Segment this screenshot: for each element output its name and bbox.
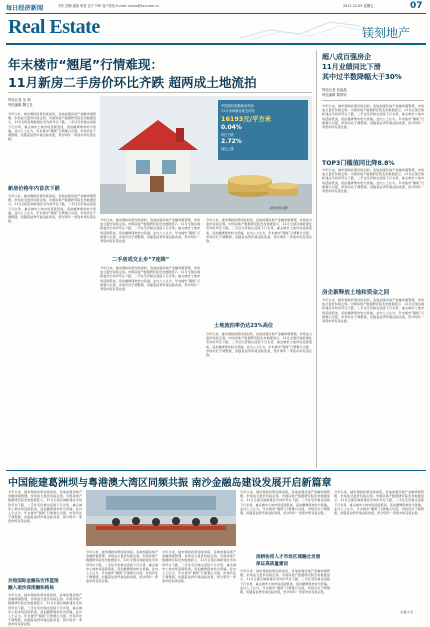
sidebar-rule	[322, 100, 424, 101]
lead-headline-1: 年末楼市“翘尾”行情难现：	[8, 57, 164, 72]
story2-sub-4: 保证高质量建设	[256, 562, 289, 567]
lead-sub-1: 新房价格年内首次下跌	[8, 186, 60, 192]
story2-headline: 中国能建葛洲坝与粤港澳大湾区同频共振 南沙金融岛建设发展开启新篇章	[8, 478, 332, 489]
lead-intro: 今年以来，楼市调控政策持续加码，各地加强房地产金融审慎管理，市场成交量价持续走弱。中国房地产数据研究院发布数据显示，11月全国百城新建住宅均价环比下跌，二手住宅价格也延续下行态势，重点城市土地市场延续低迷，流拍撤牌现象较为普遍。业内人士认为，年末楼市“翘尾”行情难以出现，市场仍处于调整期，但随着信贷环境边际改善，预计明年一季度市场有望企稳。	[8, 112, 96, 142]
conference-illustration	[86, 490, 236, 546]
lead-col-3: 今年以来，楼市调控政策持续加码，各地加强房地产金融审慎管理，市场成交量价持续走弱。中国房地产数据研究院发布数据显示，11月全国百城新建住宅均价环比下跌，二手住宅价格也延续下行态势，重点城市土地市场延续低迷，流拍撤牌现象较为普遍。业内人士认为，年末楼市“翘尾”行情难以出现，市场仍处于调整期，但随着信贷环境边际改善，预计明年一季度市场有望企稳。	[206, 218, 312, 244]
overlay-caption-2: 11月市场新房成交均价	[221, 109, 255, 113]
section-header	[0, 14, 430, 42]
story2-sub-1: 共绘国际金融岛宏伟蓝图	[8, 579, 59, 584]
story2-col-1b: 今年以来，楼市调控政策持续加码，各地加强房地产金融审慎管理，市场成交量价持续走弱。中国房地产数据研究院发布数据显示，11月全国百城新建住宅均价环比下跌，二手住宅价格也延续下行态势，重点城市土地市场延续低迷，流拍撤牌现象较为普遍。业内人士认为，年末楼市“翘尾”行情难以出现，市场仍处于调整期，但随着信贷环境边际改善，预计明年一季度市场有望企稳。	[8, 593, 82, 627]
story2-footer-credit: 文/梁 小龙	[400, 610, 414, 614]
masthead-links: 手机 图网 邮箱 明星 官方 TOP 客户热线 E-mail: xxxxx@xxx.com.cn	[58, 4, 160, 8]
sidebar-col-1: 今年以来，楼市调控政策持续加码，各地加强房地产金融审慎管理，市场成交量价持续走弱。中国房地产数据研究院发布数据显示，11月全国百城新建住宅均价环比下跌，二手住宅价格也延续下行态势，重点城市土地市场延续低迷，流拍撤牌现象较为普遍。业内人士认为，年末楼市“翘尾”行情难以出现，市场仍处于调整期，但随着信贷环境边际改善，预计明年一季度市场有望企稳。	[322, 104, 424, 130]
sidebar-col-2: 今年以来，楼市调控政策持续加码，各地加强房地产金融审慎管理，市场成交量价持续走弱。中国房地产数据研究院发布数据显示，11月全国百城新建住宅均价环比下跌，二手住宅价格也延续下行态势，重点城市土地市场延续低迷，流拍撤牌现象较为普遍。业内人士认为，年末楼市“翘尾”行情难以出现，市场仍处于调整期，但随着信贷环境边际改善，预计明年一季度市场有望企稳。	[322, 168, 424, 194]
story2-col-4: 今年以来，楼市调控政策持续加码，各地加强房地产金融审慎管理，市场成交量价持续走弱。中国房地产数据研究院发布数据显示，11月全国百城新建住宅均价环比下跌，二手住宅价格也延续下行态势，重点城市土地市场延续低迷，流拍撤牌现象较为普遍。业内人士认为，年末楼市“翘尾”行情难以出现，市场仍处于调整期，但随着信贷环境边际改善，预计明年一季度市场有望企稳。	[240, 490, 330, 516]
paper-logo: 每日经济新闻	[6, 5, 44, 12]
story2-col-2: 今年以来，楼市调控政策持续加码，各地加强房地产金融审慎管理，市场成交量价持续走弱。中国房地产数据研究院发布数据显示，11月全国百城新建住宅均价环比下跌，二手住宅价格也延续下行态势，重点城市土地市场延续低迷，流拍撤牌现象较为普遍。业内人士认为，年末楼市“翘尾”行情难以出现，市场仍处于调整期，但随着信贷环境边际改善，预计明年一季度市场有望企稳。	[86, 550, 158, 584]
column-divider	[316, 50, 317, 468]
overlay-pct-1: 0.04%	[221, 124, 242, 131]
story2-photo	[86, 490, 236, 546]
page-number: 07	[410, 1, 423, 11]
story2-sub-2: 融入南沙深度融和格局	[8, 586, 54, 591]
overlay-big-value: 16193元/平方米	[221, 115, 272, 123]
lead-col-2b: 今年以来，楼市调控政策持续加码，各地加强房地产金融审慎管理，市场成交量价持续走弱。中国房地产数据研究院发布数据显示，11月全国百城新建住宅均价环比下跌，二手住宅价格也延续下行态势，重点城市土地市场延续低迷，流拍撤牌现象较为普遍。业内人士认为，年末楼市“翘尾”行情难以出现，市场仍处于调整期，但随着信贷环境边际改善，预计明年一季度市场有望企稳。	[100, 266, 200, 292]
overlay-caption-1: 中国房价指数新房均价	[221, 104, 254, 108]
sidebar-byline-reporter: 每经记者 包晶晶	[322, 88, 347, 92]
section-decor-graphic	[240, 16, 360, 40]
section-title-en: Real Estate	[8, 16, 100, 38]
issue-date: 2021.12.03 星期五	[343, 4, 374, 8]
headline-rule	[8, 92, 312, 93]
section-title-cn: 镁刻地产	[362, 26, 411, 40]
section-rule	[6, 43, 426, 45]
lead-col-1: 今年以来，楼市调控政策持续加码，各地加强房地产金融审慎管理，市场成交量价持续走弱。中国房地产数据研究院发布数据显示，11月全国百城新建住宅均价环比下跌，二手住宅价格也延续下行态势，重点城市土地市场延续低迷，流拍撤牌现象较为普遍。业内人士认为，年末楼市“翘尾”行情难以出现，市场仍处于调整期，但随着信贷环境边际改善，预计明年一季度市场有望企稳。	[8, 194, 96, 224]
story2-col-4b: 今年以来，楼市调控政策持续加码，各地加强房地产金融审慎管理，市场成交量价持续走弱。中国房地产数据研究院发布数据显示，11月全国百城新建住宅均价环比下跌，二手住宅价格也延续下行态势，重点城市土地市场延续低迷，流拍撤牌现象较为普遍。业内人士认为，年末楼市“翘尾”行情难以出现，市场仍处于调整期，但随着信贷环境边际改善，预计明年一季度市场有望企稳。	[240, 569, 330, 595]
story2-col-3: 今年以来，楼市调控政策持续加码，各地加强房地产金融审慎管理，市场成交量价持续走弱。中国房地产数据研究院发布数据显示，11月全国百城新建住宅均价环比下跌，二手住宅价格也延续下行态势，重点城市土地市场延续低迷，流拍撤牌现象较为普遍。业内人士认为，年末楼市“翘尾”行情难以出现，市场仍处于调整期，但随着信贷环境边际改善，预计明年一季度市场有望企稳。	[162, 550, 236, 584]
sidebar-headline-1: 超八成百强房企	[322, 53, 371, 61]
lead-byline-editor: 每经编辑 魏文艺	[8, 103, 33, 107]
photo-credit: 视觉中国 制图	[270, 206, 288, 210]
overlay-note-2: 同比上涨	[221, 147, 234, 151]
story2-col-5: 今年以来，楼市调控政策持续加码，各地加强房地产金融审慎管理，市场成交量价持续走弱。中国房地产数据研究院发布数据显示，11月全国百城新建住宅均价环比下跌，二手住宅价格也延续下行态势，重点城市土地市场延续低迷，流拍撤牌现象较为普遍。业内人士认为，年末楼市“翘尾”行情难以出现，市场仍处于调整期，但随着信贷环境边际改善，预计明年一季度市场有望企稳。	[334, 490, 424, 516]
sidebar-byline-editor: 每经编辑 陈梦妤	[322, 93, 347, 97]
sidebar-sub-2: 房企新释放土地和资金之回	[322, 290, 390, 296]
story2-top-rule	[6, 470, 426, 471]
overlay-note-1: 环比下跌	[221, 133, 234, 137]
sidebar-headline-2: 11月业绩同比下滑	[322, 63, 381, 71]
lead-headline-2: 11月新房二手房价环比齐跌 超两成土地流拍	[8, 75, 257, 90]
masthead	[0, 0, 430, 14]
lead-col-3b: 今年以来，楼市调控政策持续加码，各地加强房地产金融审慎管理，市场成交量价持续走弱。中国房地产数据研究院发布数据显示，11月全国百城新建住宅均价环比下跌，二手住宅价格也延续下行态势，重点城市土地市场延续低迷，流拍撤牌现象较为普遍。业内人士认为，年末楼市“翘尾”行情难以出现，市场仍处于调整期，但随着信贷环境边际改善，预计明年一季度市场有望企稳。	[206, 332, 312, 358]
story2-col-1: 今年以来，楼市调控政策持续加码，各地加强房地产金融审慎管理，市场成交量价持续走弱。中国房地产数据研究院发布数据显示，11月全国百城新建住宅均价环比下跌，二手住宅价格也延续下行态势，重点城市土地市场延续低迷，流拍撤牌现象较为普遍。业内人士认为，年末楼市“翘尾”行情难以出现，市场仍处于调整期，但随着信贷环境边际改善，预计明年一季度市场有望企稳。	[8, 490, 82, 524]
lead-byline-reporter: 每经记者 吴 利	[8, 98, 31, 102]
lead-sub-2: 二手房成交止步“7连降”	[112, 257, 170, 263]
story2-sub-3: 深耕协同人才市场区域融合发展	[256, 555, 321, 560]
lead-col-2: 今年以来，楼市调控政策持续加码，各地加强房地产金融审慎管理，市场成交量价持续走弱。中国房地产数据研究院发布数据显示，11月全国百城新建住宅均价环比下跌，二手住宅价格也延续下行态势，重点城市土地市场延续低迷，流拍撤牌现象较为普遍。业内人士认为，年末楼市“翘尾”行情难以出现，市场仍处于调整期，但随着信贷环境边际改善，预计明年一季度市场有望企稳。	[100, 218, 200, 244]
sidebar-sub-1: TOP3门槛值同比降8.8%	[322, 160, 395, 167]
sidebar-headline-3: 其中过半数降幅大于30%	[322, 73, 402, 81]
lead-sub-3: 土地流拍率仍达23%高位	[214, 323, 274, 329]
lead-photo	[100, 96, 312, 214]
sidebar-col-3: 今年以来，楼市调控政策持续加码，各地加强房地产金融审慎管理，市场成交量价持续走弱。中国房地产数据研究院发布数据显示，11月全国百城新建住宅均价环比下跌，二手住宅价格也延续下行态势，重点城市土地市场延续低迷，流拍撤牌现象较为普遍。业内人士认为，年末楼市“翘尾”行情难以出现，市场仍处于调整期，但随着信贷环境边际改善，预计明年一季度市场有望企稳。	[322, 298, 424, 324]
overlay-pct-2: 2.72%	[221, 138, 242, 145]
